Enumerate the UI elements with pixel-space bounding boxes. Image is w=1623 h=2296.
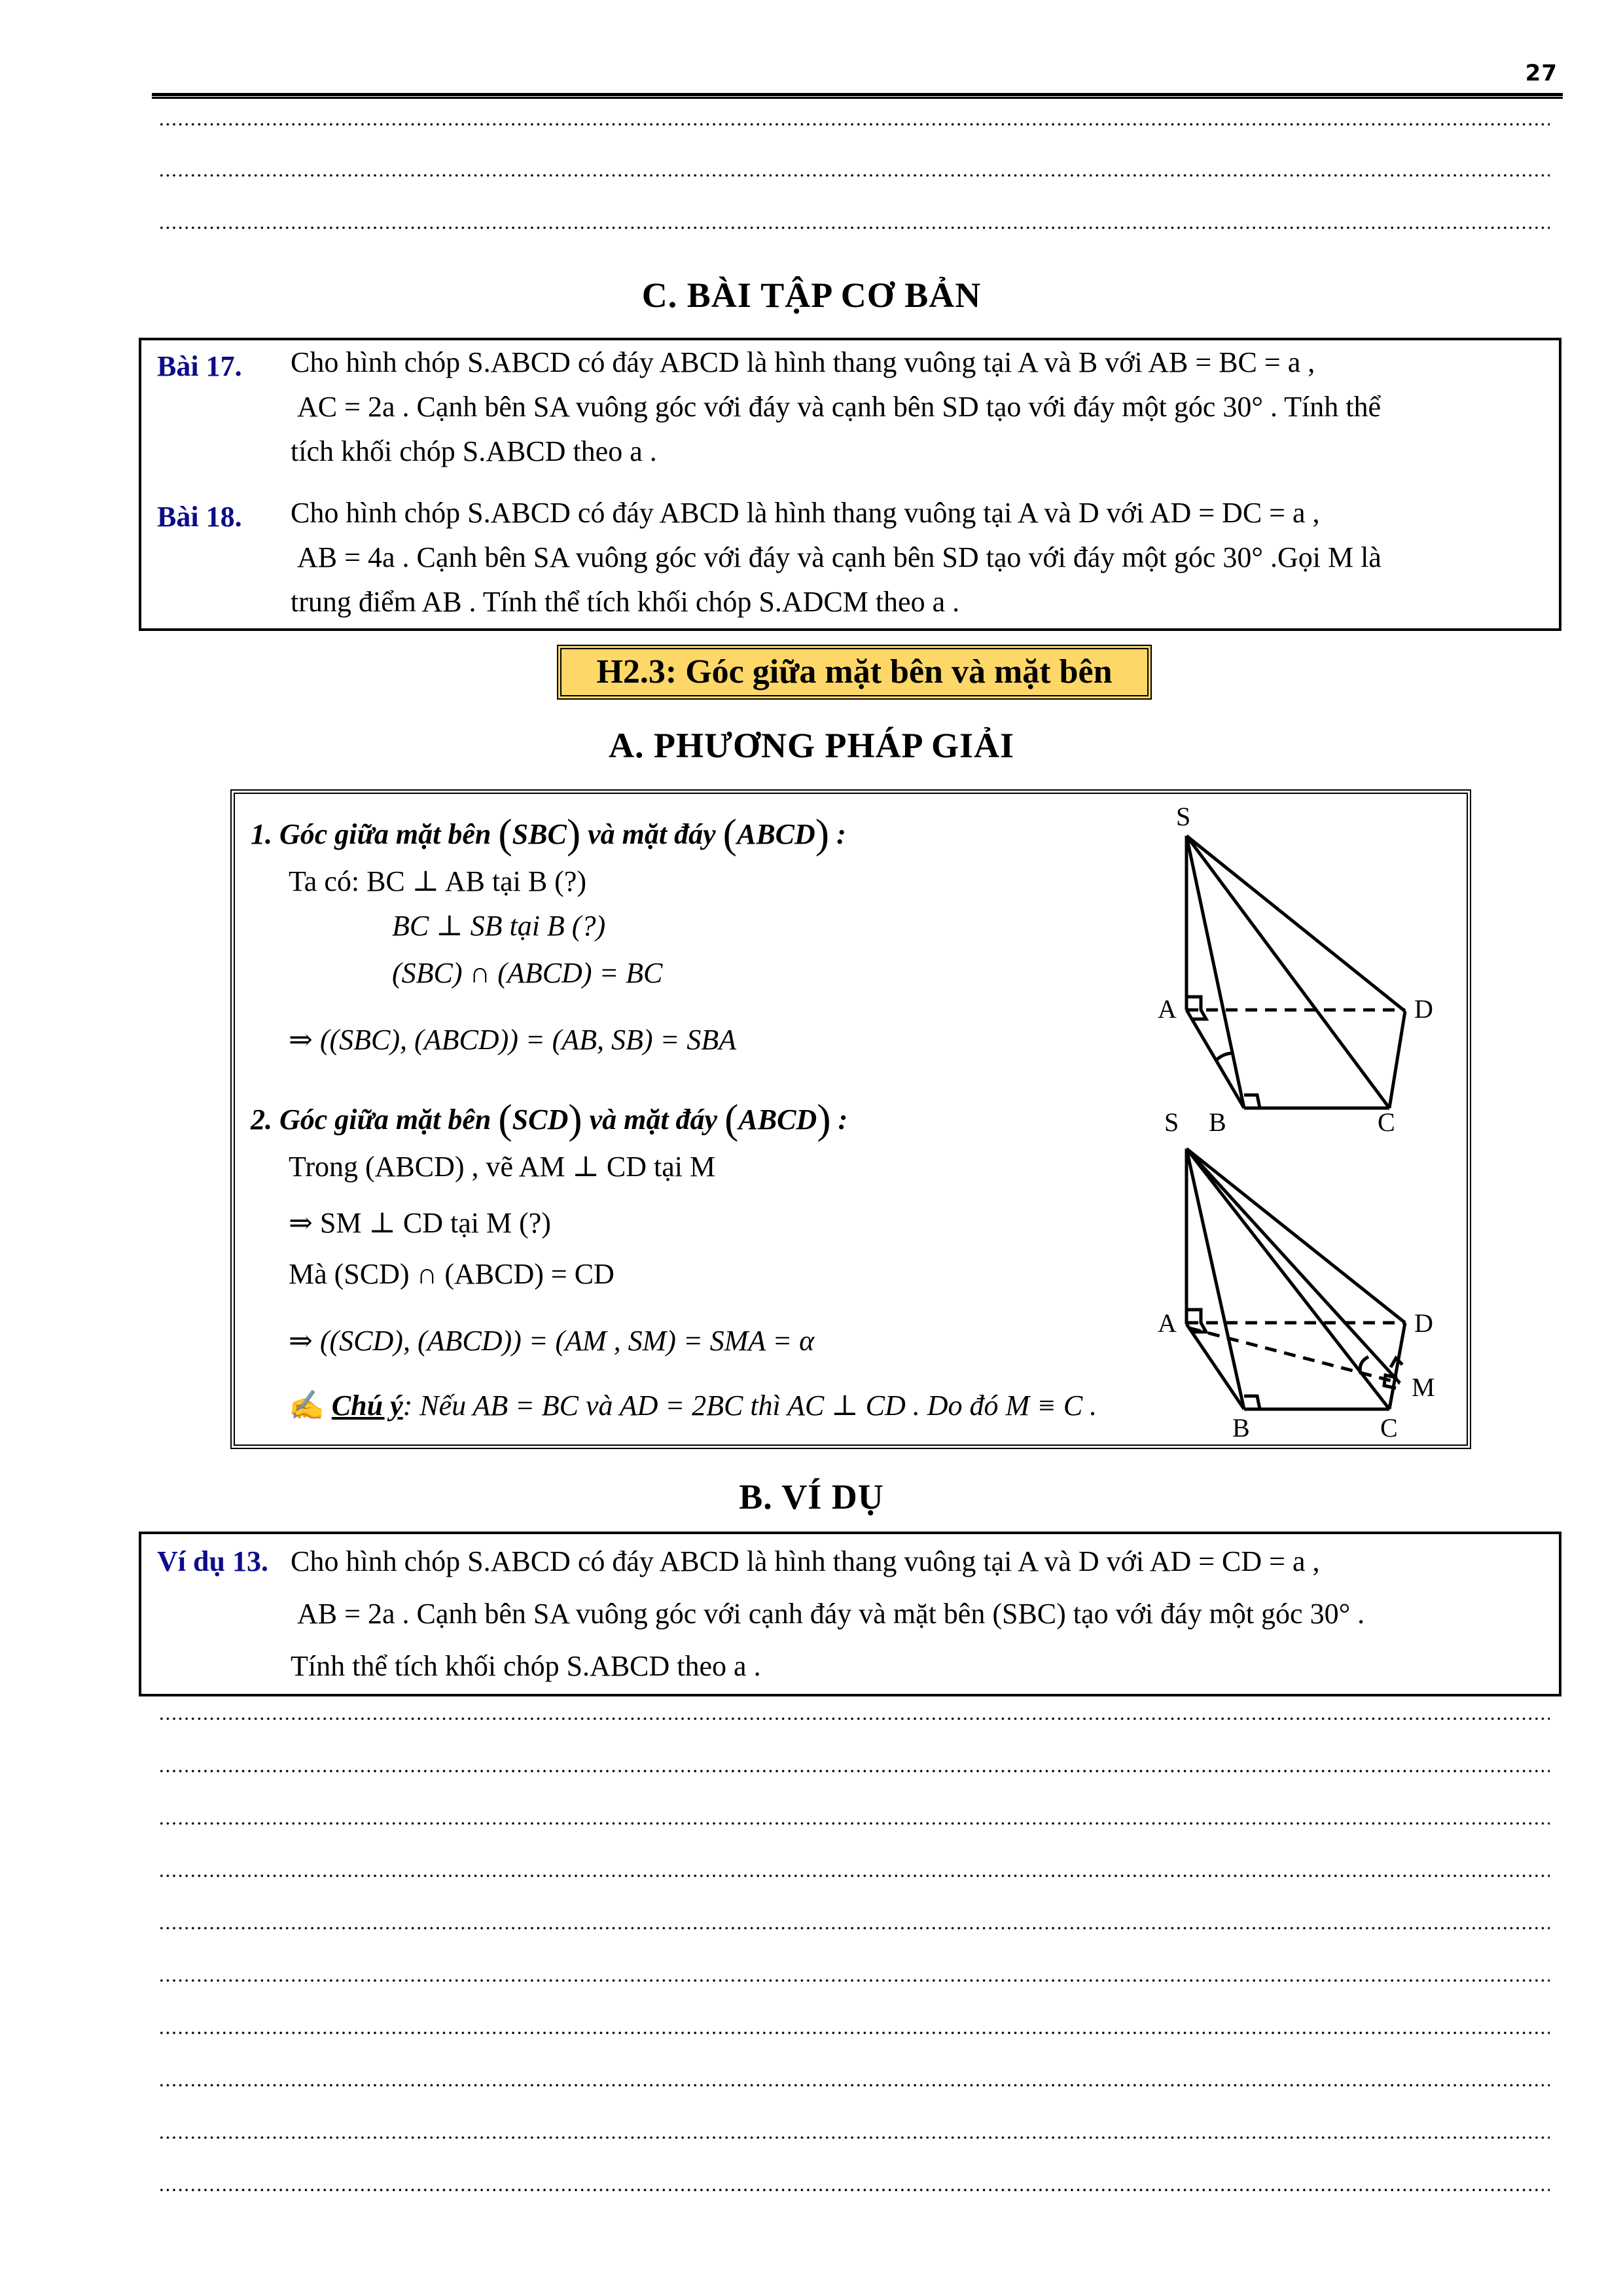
method-1-line-3: (SBC) ∩ (ABCD) = BC bbox=[392, 957, 663, 989]
answer-dot-line bbox=[158, 123, 1550, 126]
exercise-label-18: Bài 18. bbox=[157, 501, 242, 533]
note-label: Chú ý bbox=[331, 1390, 403, 1422]
answer-dot-line bbox=[158, 2136, 1550, 2139]
method-note bbox=[289, 1388, 1097, 1422]
method-2-line-1: Trong (ABCD) , vẽ AM ⊥ CD tại M bbox=[289, 1151, 716, 1183]
exercise-17-line-2: AC = 2a . Cạnh bên SA vuông góc với đáy và cạnh bên SD tạo với đáy một góc 30° . Tính thể bbox=[297, 391, 1382, 423]
exercise-18-line-2: AB = 4a . Cạnh bên SA vuông góc với đáy và cạnh bên SD tạo với đáy một góc 30° .Gọi M là bbox=[297, 541, 1382, 573]
exercise-label-17: Bài 17. bbox=[157, 350, 242, 382]
vertex-label-b: B bbox=[1232, 1413, 1250, 1443]
answer-dot-line bbox=[158, 1927, 1550, 1929]
method-1-line-2: BC ⊥ SB tại B (?) bbox=[392, 910, 606, 942]
method-2-line-4: ⇒ ((SCD), (ABCD)) = (AM , SM) = SMA = α bbox=[289, 1325, 815, 1357]
pyramid-figure-2 bbox=[1138, 1134, 1465, 1448]
exercise-18-line-1: Cho hình chóp S.ABCD có đáy ABCD là hình thang vuông tại A và D với AD = DC = a , bbox=[291, 497, 1320, 529]
writing-hand-icon: ✍ bbox=[289, 1390, 325, 1422]
topic-banner: H2.3: Góc giữa mặt bên và mặt bên bbox=[557, 645, 1152, 700]
method-2-line-2: ⇒ SM ⊥ CD tại M (?) bbox=[289, 1207, 551, 1239]
exercise-18-text bbox=[291, 491, 1547, 624]
vertex-label-m: M bbox=[1412, 1372, 1435, 1402]
example-box bbox=[139, 1532, 1561, 1696]
exercise-17-text bbox=[291, 340, 1547, 474]
example-13-text bbox=[291, 1535, 1547, 1693]
answer-dot-line bbox=[158, 2189, 1550, 2191]
plane-abcd: ABCD bbox=[736, 818, 815, 850]
example-line-2: AB = 2a . Cạnh bên SA vuông góc với cạnh đáy và mặt bên (SBC) tạo với đáy một góc 30° . bbox=[297, 1598, 1365, 1630]
answer-dot-line bbox=[158, 1979, 1550, 1982]
example-label: Ví dụ 13. bbox=[157, 1545, 268, 1577]
note-text: : Nếu AB = BC và AD = 2BC thì AC ⊥ CD . Do đó M ≡ C . bbox=[402, 1390, 1097, 1422]
vertex-label-d: D bbox=[1414, 1308, 1433, 1338]
method-1-line-1: Ta có: BC ⊥ AB tại B (?) bbox=[289, 865, 587, 897]
section-a-title: A. PHƯƠNG PHÁP GIẢI bbox=[609, 726, 1014, 765]
page-number: 27 bbox=[1525, 60, 1558, 86]
vertex-label-a: A bbox=[1158, 1308, 1177, 1338]
answer-dot-line bbox=[158, 1874, 1550, 1877]
answer-dot-line bbox=[158, 1717, 1550, 1720]
plane-scd: SCD bbox=[512, 1103, 569, 1136]
vertex-label-d: D bbox=[1414, 994, 1433, 1024]
exercise-box bbox=[139, 338, 1561, 631]
answer-dot-line bbox=[158, 174, 1550, 177]
method-item-1-heading: 1. Góc giữa mặt bên (SBC) và mặt đáy (ABCD) : bbox=[251, 810, 846, 857]
answer-dot-line bbox=[158, 1770, 1550, 1772]
exercise-17-line-1: Cho hình chóp S.ABCD có đáy ABCD là hình thang vuông tại A và B với AB = BC = a , bbox=[291, 346, 1315, 378]
plane-sbc: SBC bbox=[512, 818, 567, 850]
vertex-label-c: C bbox=[1380, 1413, 1398, 1443]
section-c-title: C. BÀI TẬP CƠ BẢN bbox=[641, 276, 982, 315]
vertex-label-b: B bbox=[1209, 1107, 1226, 1137]
answer-dot-line bbox=[158, 2084, 1550, 2087]
section-b-title: B. VÍ DỤ bbox=[739, 1477, 884, 1516]
vertex-label-a: A bbox=[1158, 994, 1177, 1024]
vertex-label-c: C bbox=[1378, 1107, 1395, 1137]
answer-dot-line bbox=[158, 226, 1550, 229]
exercise-18-line-3: trung điểm AB . Tính thể tích khối chóp S.ADCM theo a . bbox=[291, 586, 960, 618]
method-box bbox=[230, 789, 1471, 1449]
method-2-line-3: Mà (SCD) ∩ (ABCD) = CD bbox=[289, 1258, 615, 1290]
plane-abcd: ABCD bbox=[738, 1103, 817, 1136]
method-1-line-4: ⇒ ((SBC), (ABCD)) = (AB, SB) = SBA bbox=[289, 1024, 736, 1056]
answer-dot-line bbox=[158, 1822, 1550, 1825]
example-line-3: Tính thể tích khối chóp S.ABCD theo a . bbox=[291, 1650, 761, 1682]
pyramid-figure-1 bbox=[1138, 794, 1465, 1147]
header-double-rule bbox=[152, 93, 1563, 99]
vertex-label-s: S bbox=[1176, 802, 1191, 831]
exercise-17-line-3: tích khối chóp S.ABCD theo a . bbox=[291, 435, 657, 467]
example-line-1: Cho hình chóp S.ABCD có đáy ABCD là hình thang vuông tại A và D với AD = CD = a , bbox=[291, 1545, 1320, 1577]
method-item-2-heading: 2. Góc giữa mặt bên (SCD) và mặt đáy (ABCD) : bbox=[251, 1096, 848, 1142]
answer-dot-line bbox=[158, 2032, 1550, 2034]
vertex-label-s: S bbox=[1164, 1107, 1179, 1137]
